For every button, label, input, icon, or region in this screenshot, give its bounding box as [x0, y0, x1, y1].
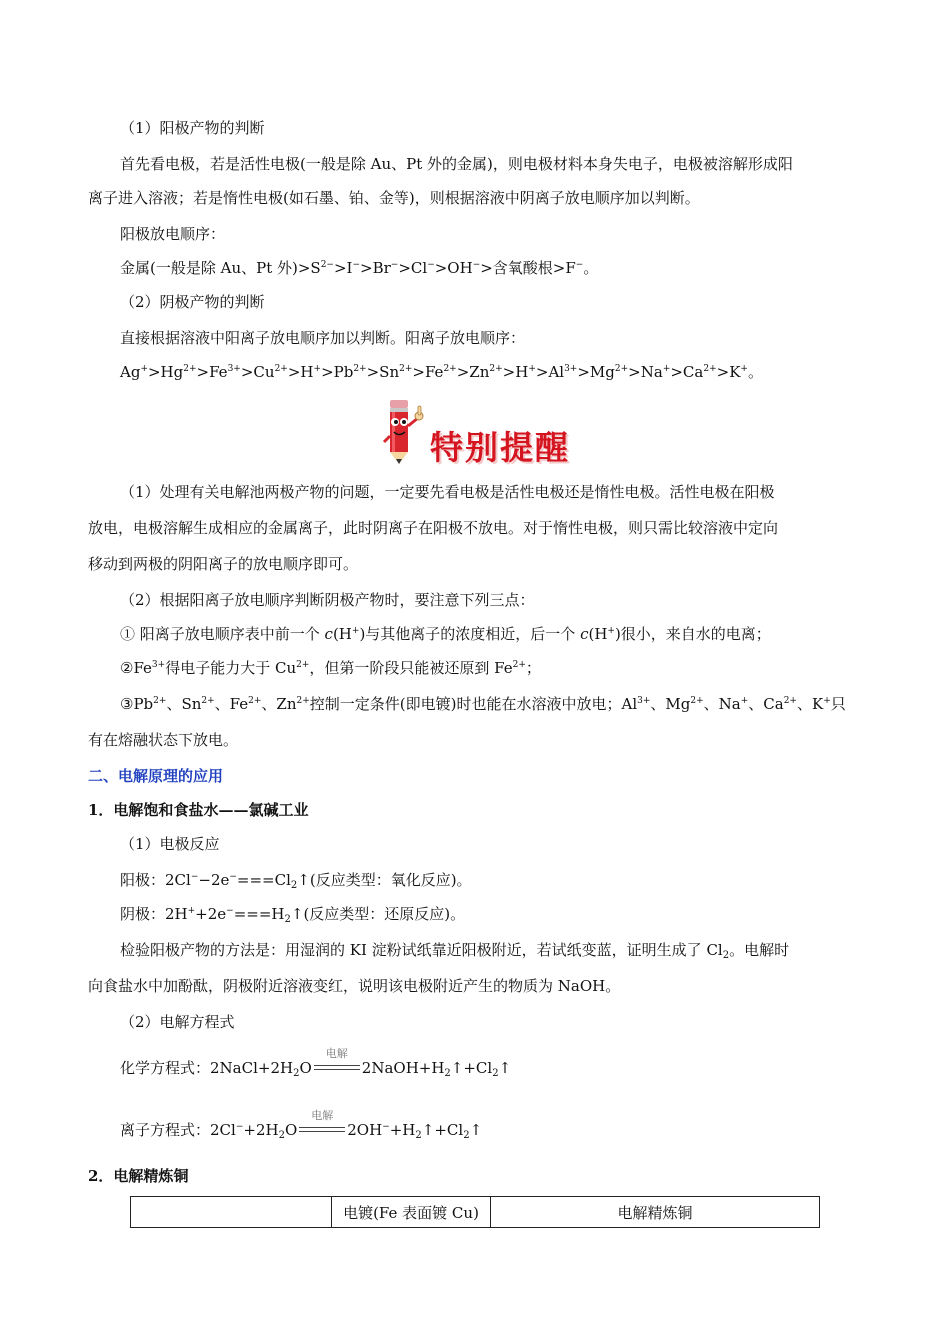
electrolysis-sign: 电解	[299, 1122, 345, 1136]
tip-2: （2）根据阳离子放电顺序判断阴极产物时，要注意下列三点：	[120, 591, 535, 609]
para-cathode-rule: 直接根据溶液中阳离子放电顺序加以判断。阳离子放电顺序：	[120, 329, 526, 347]
tip-1-line-3: 移动到两极的阴阳离子的放电顺序即可。	[88, 555, 359, 573]
table-header-cell	[131, 1197, 332, 1228]
para-cathode-reaction: 阴极：$2H^++2e^-===H_2↑$(反应类型：还原反应)。	[120, 905, 466, 925]
tip-2-point-3: $③Pb^{2+}$、$Sn^{2+}$、$Fe^{2+}$、$Zn^{2+}$控制一定条件(即电镀)时也能在水溶液中放电；$Al^{3+}$、$Mg^{2+}$、Na+、$Ca^{2+}$、K+只	[120, 695, 846, 713]
tip-2-point-2: $②Fe^{3+}$得电子能力大于 $Cu^{2+}$，但第一阶段只能被还原到 $Fe^{2+}$；	[120, 659, 541, 677]
para-anode-heading: （1）阳极产物的判断	[120, 119, 265, 137]
tip-2-point-3-cont: 有在熔融状态下放电。	[88, 731, 239, 749]
tip-1-line-2: 放电，电极溶解生成相应的金属离子，此时阴离子在阳极不放电。对于惰性电极，则只需比较溶液中定向	[88, 519, 779, 537]
section-heading-applications: 二、电解原理的应用	[88, 767, 224, 785]
pencil-mascot-icon	[378, 396, 426, 468]
subsection-heading-copper-refining: 2．电解精炼铜	[88, 1167, 189, 1185]
para-anode-order-label: 阳极放电顺序：	[120, 225, 226, 243]
para-anode-rule-1: 首先看电极，若是活性电极(一般是除 Au、Pt 外的金属)，则电极材料本身失电子，电极被溶解形成阳	[120, 155, 793, 173]
subsection-heading-chlor-alkali: 1．电解饱和食盐水——氯碱工业	[88, 801, 309, 819]
comparison-table	[130, 1196, 820, 1228]
para-test-method-1: 检验阳极产物的方法是：用湿润的 KI 淀粉试纸靠近阳极附近，若试纸变蓝，证明生成了 $Cl_2$。电解时	[120, 941, 790, 961]
tip-1-line-1: （1）处理有关电解池两极产物的问题，一定要先看电极是活性电极还是惰性电极。活性电极在阳极	[120, 483, 775, 501]
para-anode-rule-2: 离子进入溶液；若是惰性电极(如石墨、铂、金等)，则根据溶液中阴离子放电顺序加以判断。	[88, 189, 700, 207]
table-row	[131, 1197, 820, 1228]
tip-2-point-1: ① 阳离子放电顺序表中前一个 c(H+)与其他离子的浓度相近，后一个 c(H+)很小，来自水的电离；	[120, 625, 771, 643]
chemical-equation: 化学方程式：$2NaCl+2H_2O$ 电解 $2NaOH+H_2↑+Cl_2↑$	[120, 1047, 512, 1079]
para-anode-reaction: 阳极：$2Cl^--2e^-===Cl_2↑$(反应类型：氧化反应)。	[120, 871, 472, 891]
tip-banner	[378, 396, 578, 468]
electrolysis-sign: 电解	[314, 1060, 360, 1074]
para-anode-order: 金属(一般是除 Au、Pt 外)$>S^{2-}>I^->Br^->Cl^->OH^->$含氧酸根>F−。	[120, 259, 599, 277]
para-test-method-2: 向食盐水中加酚酞，阴极附近溶液变红，说明该电极附近产生的物质为 NaOH。	[88, 977, 621, 995]
para-electrode-reactions: （1）电极反应	[120, 835, 220, 853]
para-equations-heading: （2）电解方程式	[120, 1013, 235, 1031]
para-cation-order: $Ag^+>Hg^{2+}>Fe^{3+}>Cu^{2+}>H^+>Pb^{2+}>Sn^{2+}>Fe^{2+}>Zn^{2+}>H^+>Al^{3+}>Mg^{2+}>Na^+>Ca^{2+}>K^+$。	[120, 363, 763, 381]
tip-banner-title: 特别提醒	[430, 428, 570, 467]
para-cathode-heading: （2）阴极产物的判断	[120, 293, 265, 311]
ionic-equation: 离子方程式：$2Cl^-+2H_2O$ 电解 $2OH^-+H_2↑+Cl_2↑$	[120, 1109, 483, 1141]
table-header-cell: 电镀(Fe 表面镀 Cu)	[332, 1197, 491, 1228]
table-header-cell: 电解精炼铜	[491, 1197, 820, 1228]
